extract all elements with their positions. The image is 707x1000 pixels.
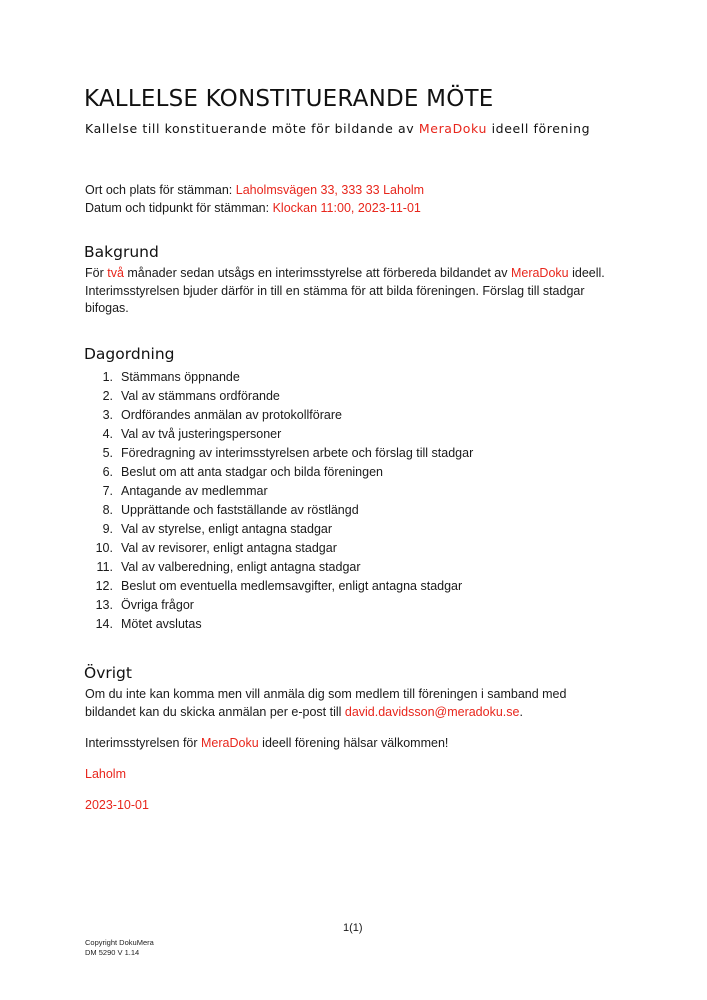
agenda-item-number: 10. — [95, 541, 113, 555]
agenda-item-number: 3. — [102, 408, 113, 422]
agenda-item-number: 14. — [95, 617, 113, 631]
meeting-place-label: Ort och plats för stämman: — [85, 183, 236, 197]
agenda-item — [85, 615, 473, 634]
meeting-time-value: Klockan 11:00, 2023-11-01 — [272, 201, 421, 215]
agenda-item-number: 8. — [102, 503, 113, 517]
welcome-text-2: ideell förening hälsar välkommen! — [258, 736, 449, 750]
agenda-heading: Dagordning — [84, 345, 175, 363]
agenda-item-text: Beslut om eventuella medlemsavgifter, enligt antagna stadgar — [121, 579, 463, 593]
agenda-item-text: Stämmans öppnande — [121, 370, 240, 384]
agenda-item — [85, 425, 473, 444]
welcome-org-name: MeraDoku — [201, 736, 259, 750]
background-heading: Bakgrund — [84, 243, 159, 261]
signature-place: Laholm — [85, 767, 126, 781]
agenda-item-number: 2. — [102, 389, 113, 403]
meeting-info — [85, 181, 424, 217]
other-text: Om du inte kan komma men vill anmäla dig som medlem till föreningen i samband med bildandet kan du skicka anmälan per e-post till — [85, 687, 567, 719]
agenda-list — [85, 368, 473, 634]
footer-doc-id: DM 5290 V 1.14 — [85, 948, 140, 957]
meeting-time-label: Datum och tidpunkt för stämman: — [85, 201, 273, 215]
agenda-item — [85, 444, 473, 463]
agenda-item-number: 6. — [102, 465, 113, 479]
agenda-item — [85, 501, 473, 520]
agenda-item-number: 4. — [102, 427, 113, 441]
subtitle-suffix: ideell förening — [487, 121, 591, 136]
agenda-item — [85, 520, 473, 539]
page-number: 1(1) — [343, 922, 363, 934]
agenda-item-text: Antagande av medlemmar — [121, 484, 268, 498]
agenda-item-text: Ordförandes anmälan av protokollförare — [121, 408, 342, 422]
agenda-item — [85, 539, 473, 558]
agenda-item-text: Beslut om att anta stadgar och bilda föreningen — [121, 465, 383, 479]
other-heading: Övrigt — [84, 664, 132, 682]
agenda-item-text: Föredragning av interimsstyrelsen arbete och förslag till stadgar — [121, 446, 474, 460]
agenda-item-number: 7. — [102, 484, 113, 498]
agenda-item — [85, 387, 473, 406]
meeting-place-value: Laholmsvägen 33, 333 33 Laholm — [235, 183, 425, 197]
background-paragraph — [85, 265, 615, 318]
agenda-item — [85, 558, 473, 577]
agenda-item-text: Val av två justeringspersoner — [121, 427, 282, 441]
agenda-item — [85, 596, 473, 615]
document-subtitle — [85, 121, 590, 136]
agenda-item-text: Mötet avslutas — [121, 617, 202, 631]
agenda-item — [85, 406, 473, 425]
meeting-time-line — [85, 199, 424, 217]
agenda-item-number: 9. — [102, 522, 113, 536]
agenda-item-number: 12. — [95, 579, 113, 593]
agenda-item-text: Övriga frågor — [121, 598, 194, 612]
subtitle-org-name: MeraDoku — [418, 121, 488, 136]
footer-copyright-block — [85, 938, 154, 958]
agenda-item-text: Upprättande och fastställande av röstlängd — [121, 503, 359, 517]
other-text-end: . — [519, 704, 523, 719]
agenda-item — [85, 577, 473, 596]
agenda-item — [85, 482, 473, 501]
other-paragraph — [85, 686, 585, 721]
background-highlight-two: två — [107, 266, 124, 280]
agenda-item-text: Val av revisorer, enligt antagna stadgar — [121, 541, 337, 555]
agenda-item-text: Val av styrelse, enligt antagna stadgar — [121, 522, 333, 536]
agenda-item — [85, 368, 473, 387]
meeting-place-line — [85, 181, 424, 199]
subtitle-prefix: Kallelse till konstituerande möte för bildande av — [85, 121, 419, 136]
document-title: KALLELSE KONSTITUERANDE MÖTE — [84, 86, 494, 112]
signature-date: 2023-10-01 — [85, 798, 149, 812]
background-org-name: MeraDoku — [510, 266, 569, 280]
agenda-item-number: 11. — [96, 560, 113, 574]
background-text-3: ideell. Interimsstyrelsen bjuder därför in till en stämma för att bilda föreningen. Förslag till stadgar bifogas. — [85, 266, 605, 315]
contact-email-link[interactable]: david.davidsson@meradoku.se — [344, 704, 520, 719]
welcome-text-1: Interimsstyrelsen för — [85, 736, 202, 750]
agenda-item-number: 1. — [102, 370, 113, 384]
agenda-item-text: Val av stämmans ordförande — [121, 389, 280, 403]
background-text-1: För — [85, 266, 108, 280]
agenda-item-text: Val av valberedning, enligt antagna stadgar — [121, 560, 361, 574]
agenda-item — [85, 463, 473, 482]
background-text-2: månader sedan utsågs en interimsstyrelse att förbereda bildandet av — [123, 266, 511, 280]
footer-copyright: Copyright DokuMera — [85, 938, 154, 947]
agenda-item-number: 5. — [102, 446, 113, 460]
welcome-paragraph — [85, 735, 448, 753]
agenda-item-number: 13. — [95, 598, 113, 612]
